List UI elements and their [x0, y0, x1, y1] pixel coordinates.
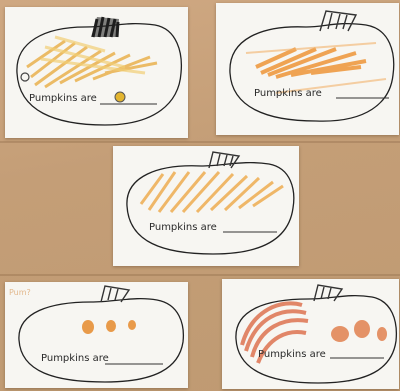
worksheet-prompt: Pumpkins are	[258, 349, 326, 360]
pumpkin-drawing-4	[5, 282, 188, 388]
pumpkin-drawing-2	[216, 3, 399, 135]
pumpkin-worksheet-2	[216, 3, 399, 135]
worksheet-prompt: Pumpkins are	[149, 222, 217, 233]
pumpkin-drawing-5	[222, 279, 399, 389]
worksheet-prompt: Pumpkins are	[41, 353, 109, 364]
pumpkin-worksheet-1	[5, 7, 188, 138]
pumpkin-drawing-3	[113, 146, 299, 266]
pumpkin-worksheet-3	[113, 146, 299, 266]
board-seam	[0, 141, 400, 143]
board-seam	[0, 274, 400, 276]
worksheet-prompt: Pumpkins are	[29, 93, 97, 104]
corner-scribble: Pum?	[9, 288, 31, 297]
pumpkin-worksheet-5	[222, 279, 399, 389]
worksheet-prompt: Pumpkins are	[254, 88, 322, 99]
pumpkin-worksheet-4	[5, 282, 188, 388]
pumpkin-drawing-1	[5, 7, 188, 138]
